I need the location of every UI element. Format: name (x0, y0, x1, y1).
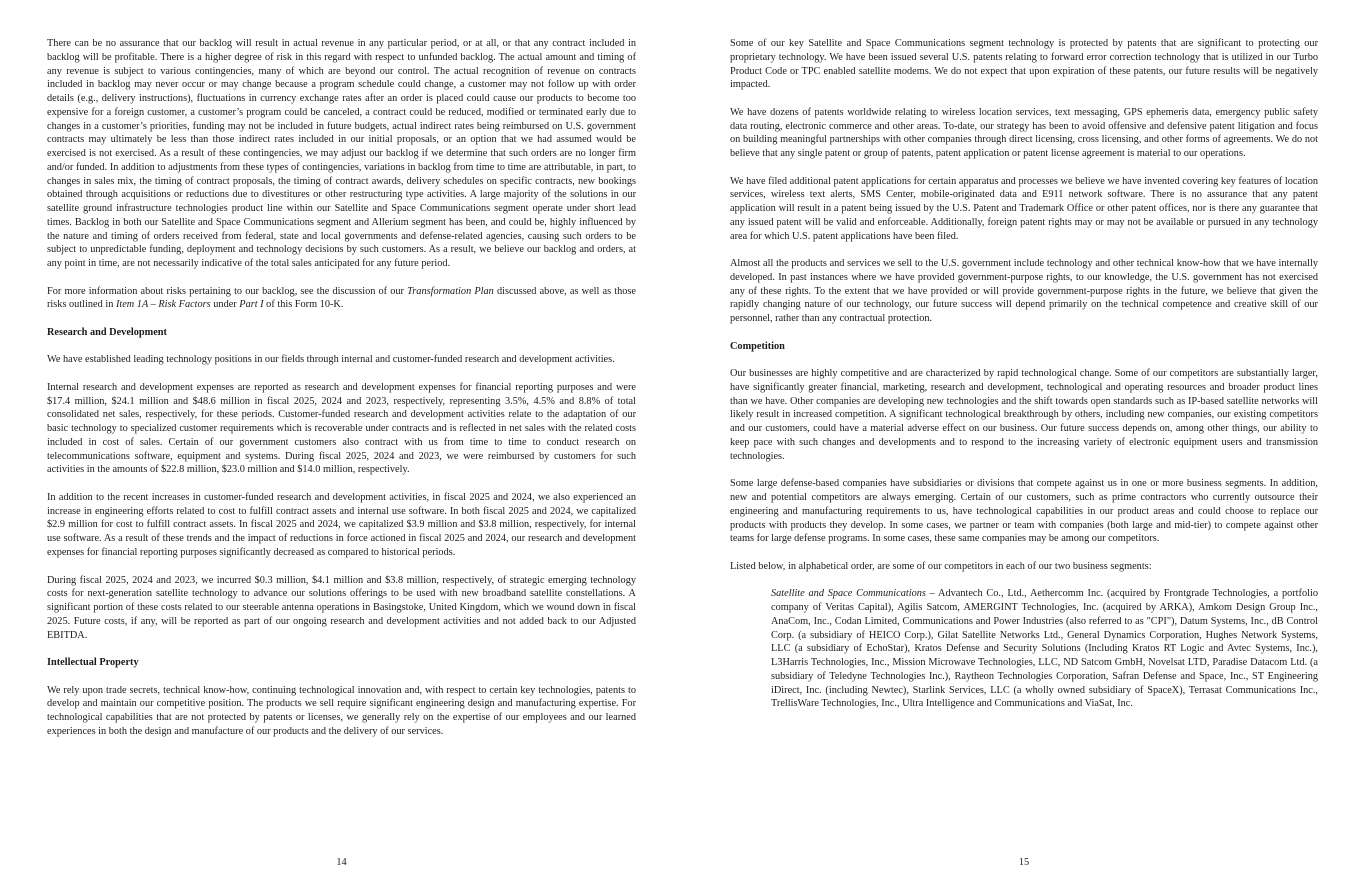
competitor-names: – Advantech Co., Ltd., Aethercomm Inc. (acquired by Frontgrade Technologies, a portfolio company of Veritas Capital), Agilis Satcom, AMERGINT Technologies, Inc. (acquired by ARKA), Amkom Design Group Inc., AnaCom, Inc., Codan Limited, Communications and Power Industries (also referred to as "CPI"), Datum Systems, Inc., dB Control Corp. (a subsidiary of HEICO Corp.), Gilat Satellite Networks Ltd., General Dynamics Corporation, Hughes Network Systems, LLC (a subsidiary of EchoStar), Kratos Defense and Security Solutions (Including Kratos RT Logic and Avtec Systems, Inc.), L3Harris Technologies, Inc., Mission Microwave Technologies, LLC, ND Satcom GmbH, Novelsat LTD, Paradise Datacom Ltd. (a subsidiary of Teledyne Technologies Inc.), Raytheon Technologies Corporation, Safran Defense and Space, Inc., ST Engineering iDirect, Inc. (including Newtec), Starlink Services, LLC (a wholly owned subsidiary of SpaceX), Terrasat Communications Inc., TrellisWare Technologies, Inc., Ultra Intelligence and Communications and ViaSat, Inc. (771, 588, 1318, 710)
rd-paragraph-3: In addition to the recent increases in customer-funded research and development activities, in fiscal 2025 and 2024, we also experienced an increase in engineering efforts related to cost to fulfill contract assets and internal use software. In both fiscal 2025 and 2024, we capitalized $2.9 million for cost to fulfill contract assets. In fiscal 2025 and 2024, we capitalized $3.9 million and $3.8 million, respectively, for internal use software. As a result of these trends and the impact of reductions in force actioned in fiscal 2025 and 2024, our research and development expenses for financial reporting purposes significantly decreased as compared to historical periods. (47, 491, 636, 558)
competition-paragraph-1: Our businesses are highly competitive and are characterized by rapid technological change. Some of our competitors are substantially larger, have significantly greater financial, marketing, research and development, technological and operating resources and broader product lines than we have. Other companies are developing new technologies and the shift towards open standards such as IP-based satellite networks will likely result in increased competition. A significant technological breakthrough by others, including new companies, our existing competitors and our customers, could have a material adverse effect on our business. Our future success depends on, among other things, our ability to keep pace with such changes and developments and to respond to the increasing variety of electronic equipment users and transmission technologies. (730, 368, 1318, 462)
transformation-plan-ref: Transformation Plan (407, 285, 494, 297)
competition-paragraph-2: Some large defense-based companies have subsidiaries or divisions that compete against us in one or more business segments. In addition, new and potential competitors are always emerging. Certain of our customers, such as prime contractors who currently outsource their engineering and manufacturing requirements to us, have technological capabilities in our product areas and could choose to replace our products with products they develop. In some cases, we partner or team with companies (both large and mid-tier) to compete against other teams for large defense programs. In some cases, these same companies may be among our competitors. (730, 478, 1318, 545)
risks-text-1: For more information about risks pertaining to our backlog, see the discussion of our (47, 285, 408, 297)
competition-paragraph-3: Listed below, in alphabetical order, are some of our competitors in each of our two business segments: (730, 560, 1152, 572)
segment-name: Satellite and Space Communications (771, 588, 926, 600)
page-number: 14 (336, 857, 347, 868)
risks-text-2: discussed above, as well as those risks outlined in (47, 285, 636, 311)
left-page (47, 0, 636, 889)
rd-paragraph-4: During fiscal 2025, 2024 and 2023, we incurred $0.3 million, $4.1 million and $3.8 million, respectively, of strategic emerging technology costs for next-generation satellite technology to advance our solutions offerings to be used with new broadband satellite constellations. A significant portion of these costs related to our steerable antenna operations in Basingstoke, United Kingdom, which we wound down in fiscal 2025. Future costs, if any, will be reported as part of our ongoing research and development activities and not added back to our Adjusted EBITDA. (47, 574, 636, 641)
backlog-paragraph: There can be no assurance that our backlog will result in actual revenue in any particular period, or at all, or that any contract included in backlog will be profitable. There is a higher degree of risk in this regard with respect to unfunded backlog. The actual amount and timing of any revenue is subject to various contingencies, many of which are beyond our control. The actual recognition of revenue on contracts included in backlog may never occur or may change because a program schedule could change, a customer may not follow up with order details (e.g., delivery instructions), fluctuations in currency exchange rates after an order is placed could cause our products to become too expensive for a foreign customer, a customer’s program could be canceled, a contract could be reduced, modified or terminated early due to changes in a customer’s priorities, funding may not be included in future budgets, actual indirect rates being reimbursed on U.S. government contracts may ultimately be less than those indirect rates included in our initial proposals, or an option that we had assumed would be exercised is not exercised. As a result of these contingencies, we may adjust our backlog if we determine that such orders are no longer firm and/or funded. In addition to adjustments from these types of contingencies, variations in backlog from time to time are attributable, in part, to changes in sales mix, the timing of contract proposals, the timing of contract awards, delivery schedules on specific contracts, new bookings obtained through acquisitions or reductions due to divestitures or other restructuring type activities. A large majority of the solutions in our satellite ground infrastructure technologies product line within our Satellite and Space Communications segment operate under short lead times. Backlog in both our Satellite and Space Communications segment and Allerium segment has been, and could be, highly influenced by the nature and timing of orders received from federal, state and local governments and defense-related agencies, causing such orders to be subject to unpredictable funding, deployment and technology decisions by such customers. As a result, we believe our backlog and orders, at any point in time, are not necessarily indicative of the total sales anticipated for any future period. (47, 38, 636, 269)
risks-text-4: of this Form 10-K. (263, 299, 344, 311)
competitors-list (771, 587, 1318, 711)
ip-paragraph-1: We rely upon trade secrets, technical know-how, continuing technological innovation and, with respect to certain key technologies, patents to develop and maintain our competitive position. The products we sell require significant engineering design and manufacturing expertise. For technological capabilities that are not protected by patents or licenses, we generally rely on the expertise of our employees and our learned experiences in both the design and manufacture of our products and the delivery of our services. (47, 684, 636, 737)
ip-paragraph-3: We have dozens of patents worldwide relating to wireless location services, text messaging, GPS ephemeris data, emergency public safety data routing, electronic commerce and other areas. To-date, our strategy has been to avoid offensive and defensive patent litigation and focus on building meaningful partnerships with other companies through direct licensing, cross licensing, and other forms of agreements. We do not believe that any single patent or group of patents, patent application or patent license agreement is material to our operations. (730, 106, 1318, 160)
right-page (730, 0, 1318, 889)
competition-heading: Competition (730, 340, 785, 352)
risks-text-3: under (210, 299, 240, 311)
rd-heading: Research and Development (47, 326, 167, 338)
right-page-content (730, 37, 1318, 725)
item-1a-ref: Item 1A – Risk Factors (115, 299, 211, 311)
backlog-risks-paragraph (47, 285, 636, 313)
page-number: 15 (1018, 857, 1030, 868)
ip-heading: Intellectual Property (47, 657, 139, 669)
ip-paragraph-2: Some of our key Satellite and Space Communications segment technology is protected by patents that are significant to protecting our proprietary technology. We have been issued several U.S. patents relating to forward error correction technology that is utilized in our Turbo Product Code or TPC enabled satellite modems. We do not expect that upon expiration of these patents, our future results will be negatively impacted. (730, 38, 1318, 91)
rd-paragraph-2: Internal research and development expenses are reported as research and development expenses for financial reporting purposes and were $17.4 million, $24.1 million and $48.6 million in fiscal 2025, 2024 and 2023, respectively, representing 3.5%, 4.5% and 8.8% of total consolidated net sales, respectively, for these periods. Customer-funded research and development activities relate to the adaptation of our basic technology to specialized customer requirements which is recoverable under contracts and is reflected in net sales with the related costs included in cost of sales. Certain of our government customers also contract with us from time to time to conduct research on telecommunications software, equipment and systems. During fiscal 2025, 2024 and 2023, we were reimbursed by customers for such activities in the amounts of $22.8 million, $23.0 million and $14.0 million, respectively. (47, 381, 636, 476)
rd-paragraph-1: We have established leading technology positions in our fields through internal and customer-funded research and development activities. (47, 354, 615, 366)
ip-paragraph-4: We have filed additional patent applications for certain apparatus and processes we believe we have invented covering key features of location services, wireless text alerts, SMS Center, mobile-originated data and E911 network software. There is no assurance that any patent application will result in a patent being issued by the U.S. Patent and Trademark Office or other patent offices, nor is there any guarantee that any issued patent will be valid and enforceable. Additionally, foreign patent rights may or may not be available or pursued in any technology area for which U.S. patent applications have been filed. (730, 175, 1318, 242)
part-i-ref: Part I (239, 299, 264, 311)
left-page-content (47, 37, 636, 752)
ip-paragraph-5: Almost all the products and services we sell to the U.S. government include technology and other technical know-how that we have internally developed. In past instances where we have provided government-purpose rights, to our knowledge, the U.S. government has not exercised any of these rights. To the extent that we have provided or will provide government-purpose rights in the future, we believe that given the rapidly changing nature of our technology, our future success will depend primarily on the technical competence and creative skill of our personnel, rather than any contractual protection. (730, 258, 1318, 325)
